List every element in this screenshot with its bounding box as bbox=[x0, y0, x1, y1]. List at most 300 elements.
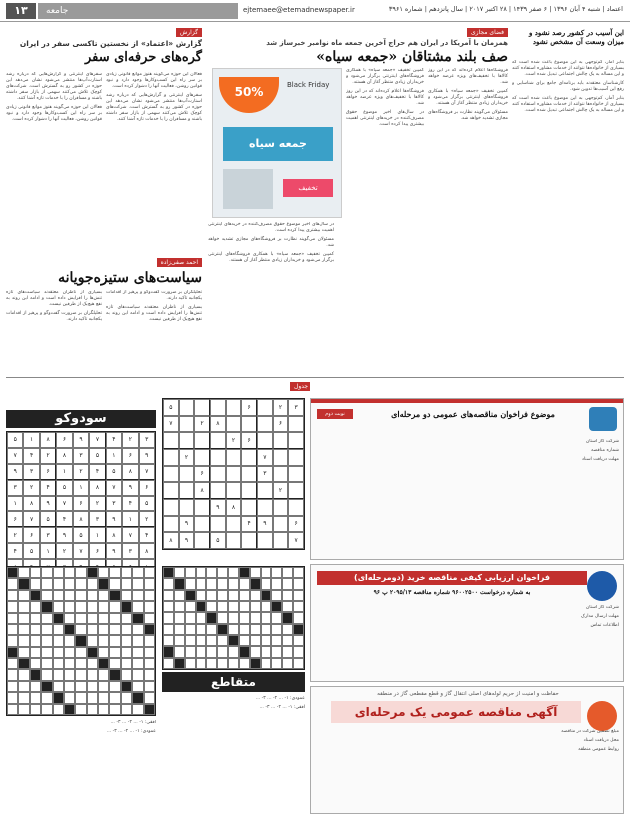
sudoku-cell: ۸ bbox=[194, 482, 210, 499]
sudoku-cell bbox=[179, 499, 195, 516]
sudoku-title: سودوکو bbox=[6, 410, 156, 428]
sudoku-cell: ۶ bbox=[56, 432, 72, 448]
sudoku-cell: ۶ bbox=[40, 464, 56, 480]
ad1-title: موضوع فراخوان مناقصه‌های عمومی دو مرحله‌ای bbox=[391, 409, 555, 419]
crossword-cell bbox=[53, 669, 64, 680]
crossword-cell bbox=[282, 646, 293, 657]
crossword-cell bbox=[98, 704, 109, 715]
crossword-cell bbox=[75, 567, 86, 578]
crossword-cell bbox=[64, 658, 75, 669]
sudoku-cell: ۱ bbox=[23, 432, 39, 448]
crossword-cell bbox=[53, 624, 64, 635]
crossword-cell bbox=[228, 612, 239, 623]
report-article bbox=[6, 28, 202, 65]
crossword-cell bbox=[7, 613, 18, 624]
tender-ad-2 bbox=[310, 564, 624, 682]
sudoku-cell: ۵ bbox=[163, 399, 179, 416]
crossword-cell bbox=[18, 658, 29, 669]
product-image bbox=[223, 169, 273, 209]
sudoku-cell bbox=[226, 466, 242, 483]
sudoku-cell bbox=[288, 449, 304, 466]
crossword-cell bbox=[271, 578, 282, 589]
sudoku-cell: ۸ bbox=[73, 511, 89, 527]
sudoku-cell bbox=[194, 532, 210, 549]
crossword-cell bbox=[41, 635, 52, 646]
crossword-cell bbox=[75, 613, 86, 624]
crossword-cell bbox=[196, 567, 207, 578]
crossword-cell bbox=[18, 613, 29, 624]
editorial-article bbox=[512, 28, 624, 46]
crossword-cell bbox=[271, 567, 282, 578]
politics-category: احمد صفی‌زاده bbox=[157, 258, 202, 267]
crossword-cell bbox=[64, 624, 75, 635]
crossword-cell bbox=[132, 567, 143, 578]
sudoku-cell: ۲ bbox=[122, 432, 138, 448]
crossword-cell bbox=[228, 624, 239, 635]
sudoku-cell bbox=[163, 499, 179, 516]
crossword-cell bbox=[109, 681, 120, 692]
crossword-cell bbox=[87, 692, 98, 703]
crossword-cell bbox=[228, 578, 239, 589]
report-category: گزارش bbox=[176, 28, 202, 37]
sudoku-cell bbox=[257, 499, 273, 516]
crossword-cell bbox=[98, 681, 109, 692]
black-friday-label: Black Friday bbox=[287, 81, 330, 89]
crossword-cell bbox=[282, 612, 293, 623]
sudoku-cell: ۶ bbox=[73, 496, 89, 512]
sudoku-cell: ۵ bbox=[23, 543, 39, 559]
sudoku-cell: ۸ bbox=[23, 496, 39, 512]
page-number: ۱۳ bbox=[6, 3, 36, 19]
sudoku-cell bbox=[194, 432, 210, 449]
sudoku-cell bbox=[241, 482, 257, 499]
sudoku-cell: ۶ bbox=[23, 527, 39, 543]
crossword-cell bbox=[185, 578, 196, 589]
crossword-cell bbox=[87, 658, 98, 669]
sudoku-cell: ۷ bbox=[122, 527, 138, 543]
crossword-cell bbox=[98, 601, 109, 612]
sudoku-cell: ۲ bbox=[226, 432, 242, 449]
crossword-cell bbox=[271, 624, 282, 635]
crossword-cell bbox=[293, 635, 304, 646]
crossword-cell bbox=[174, 658, 185, 669]
sudoku-cell: ۹ bbox=[106, 511, 122, 527]
sudoku-cell bbox=[226, 449, 242, 466]
crossword-cell bbox=[282, 635, 293, 646]
crossword-cell bbox=[30, 578, 41, 589]
crossword-cell bbox=[41, 692, 52, 703]
crossword-cell bbox=[217, 578, 228, 589]
ad3-subtitle: حفاظت و امنیت از حریم لوله‌های اصلی انتقال گاز و قطع مقطعی گاز در منطقه bbox=[377, 691, 559, 697]
section-tab: جامعه bbox=[38, 3, 238, 19]
crossword-cell bbox=[144, 613, 155, 624]
crossword-cell bbox=[239, 624, 250, 635]
crossword-cell bbox=[30, 647, 41, 658]
crossword-cell bbox=[41, 681, 52, 692]
crossword-cell bbox=[18, 647, 29, 658]
sudoku-cell bbox=[226, 516, 242, 533]
crossword-cell bbox=[196, 612, 207, 623]
crossword-cell bbox=[109, 567, 120, 578]
crossword-cell bbox=[174, 567, 185, 578]
crossword-cell bbox=[144, 692, 155, 703]
crossword-cell bbox=[144, 578, 155, 589]
crossword-cell bbox=[132, 613, 143, 624]
crossword-cell bbox=[206, 612, 217, 623]
crossword-cell bbox=[239, 646, 250, 657]
crossword-cell bbox=[132, 635, 143, 646]
tender-ad-1 bbox=[310, 398, 624, 560]
sudoku-cell bbox=[194, 516, 210, 533]
sudoku-cell: ۶ bbox=[273, 416, 289, 433]
crossword-cell bbox=[7, 624, 18, 635]
sudoku-cell: ۹ bbox=[257, 516, 273, 533]
sudoku-cell bbox=[210, 516, 226, 533]
crossword-cell bbox=[121, 578, 132, 589]
sudoku-cell bbox=[241, 449, 257, 466]
crossword-cell bbox=[64, 669, 75, 680]
shopping-headline: صف بلند مشتاقان «جمعه سیاه» bbox=[316, 49, 508, 65]
crossword-cell bbox=[217, 624, 228, 635]
crossword-cell bbox=[121, 681, 132, 692]
crossword-cell bbox=[64, 692, 75, 703]
politics-body-col2: تحلیلگران بر ضرورت گفت‌وگو و پرهیز از اقدامات یکجانبه تاکید دارند. بسیاری از ناظران معتقدند سیاست‌های تازه تنش‌ها را افزایش داده است و ادامه این روند به نفع هیچ‌یک از طرفین نیست. bbox=[106, 290, 202, 322]
crossword-cell bbox=[30, 613, 41, 624]
sudoku-cell: ۹ bbox=[179, 516, 195, 533]
crossword-cell bbox=[109, 635, 120, 646]
crossword-cell bbox=[250, 612, 261, 623]
crossword-cell bbox=[121, 658, 132, 669]
sudoku-cell: ۷ bbox=[163, 416, 179, 433]
politics-headline: سیاست‌های ستیزه‌جویانه bbox=[58, 270, 202, 286]
sudoku-cell: ۲ bbox=[273, 399, 289, 416]
ad3-title: آگهی مناقصه عمومی یک مرحله‌ای bbox=[331, 701, 581, 723]
crossword-cell bbox=[75, 704, 86, 715]
crossword-cell bbox=[185, 646, 196, 657]
tender-ad-3 bbox=[310, 686, 624, 814]
crossword-cell bbox=[30, 601, 41, 612]
crossword-cell bbox=[7, 635, 18, 646]
sudoku-cell: ۴ bbox=[241, 516, 257, 533]
crossword-cell bbox=[293, 578, 304, 589]
crossword-cell bbox=[271, 590, 282, 601]
crossword-cell bbox=[98, 658, 109, 669]
discount-badge: 50% bbox=[219, 77, 279, 113]
sudoku-cell: ۵ bbox=[139, 496, 155, 512]
sudoku-cell: ۵ bbox=[89, 448, 105, 464]
crossword-cell bbox=[121, 613, 132, 624]
crossword-cell bbox=[293, 624, 304, 635]
crossword-cell bbox=[53, 692, 64, 703]
sudoku-cell: ۹ bbox=[73, 432, 89, 448]
shopping-body-col2: فروشگاه‌ها اعلام کرده‌اند که در این روز کالاها با تخفیف‌های ویژه عرضه خواهد شد. کمپین تخفیف «جمعه سیاه» با همکاری فروشگاه‌های اینترنتی برگزار می‌شود و خریداران زیادی منتظر آغاز آن هستند. مسئولان می‌گویند نظارت بر فروشگاه‌های مجازی تشدید خواهد شد. bbox=[428, 68, 508, 121]
crossword-cell bbox=[196, 601, 207, 612]
crossword-puzzle-grid bbox=[162, 566, 305, 670]
sudoku-cell: ۴ bbox=[40, 480, 56, 496]
sudoku-cell: ۴ bbox=[23, 448, 39, 464]
page-header bbox=[0, 0, 630, 22]
crossword-cell bbox=[217, 635, 228, 646]
crossword-cell bbox=[217, 612, 228, 623]
crossword-cell bbox=[144, 704, 155, 715]
crossword-cell bbox=[41, 613, 52, 624]
crossword-cell bbox=[87, 647, 98, 658]
crossword-cell bbox=[163, 635, 174, 646]
sudoku-cell: ۷ bbox=[73, 543, 89, 559]
crossword-cell bbox=[144, 669, 155, 680]
ad3-body: مبلغ تضمین شرکت در مناقصه محل دریافت اسناد روابط عمومی منطقه bbox=[561, 729, 619, 752]
crossword-cell bbox=[64, 578, 75, 589]
sudoku-cell: ۱ bbox=[122, 511, 138, 527]
sudoku-cell: ۵ bbox=[56, 480, 72, 496]
crossword-cell bbox=[53, 704, 64, 715]
crossword-cell bbox=[293, 567, 304, 578]
crossword-cell bbox=[87, 601, 98, 612]
sudoku-cell bbox=[163, 466, 179, 483]
sudoku-cell bbox=[288, 416, 304, 433]
crossword-cell bbox=[41, 647, 52, 658]
shopping-article bbox=[208, 28, 508, 65]
crossword-cell bbox=[250, 567, 261, 578]
crossword-cell bbox=[217, 601, 228, 612]
crossword-cell bbox=[261, 646, 272, 657]
ad1-badge: نوبت دوم bbox=[317, 409, 353, 419]
sudoku-cell bbox=[163, 482, 179, 499]
crossword-cell bbox=[109, 692, 120, 703]
sudoku-cell: ۳ bbox=[122, 543, 138, 559]
crossword-cell bbox=[185, 635, 196, 646]
crossword-cell bbox=[41, 669, 52, 680]
sudoku-cell bbox=[226, 416, 242, 433]
sudoku-cell: ۳ bbox=[257, 466, 273, 483]
crossword-cell bbox=[53, 601, 64, 612]
crossword-cell bbox=[64, 567, 75, 578]
crossword-cell bbox=[121, 692, 132, 703]
sudoku-cell: ۷ bbox=[288, 532, 304, 549]
sudoku-cell bbox=[163, 449, 179, 466]
crossword-cell bbox=[41, 590, 52, 601]
crossword-cell bbox=[185, 601, 196, 612]
crossword-cell bbox=[87, 635, 98, 646]
crossword-cell bbox=[18, 669, 29, 680]
sudoku-cell bbox=[257, 416, 273, 433]
crossword-cell bbox=[293, 658, 304, 669]
gas-company-logo bbox=[589, 407, 617, 431]
sudoku-cell: ۸ bbox=[163, 532, 179, 549]
sudoku-cell: ۶ bbox=[194, 466, 210, 483]
crossword-cell bbox=[53, 647, 64, 658]
crossword-cell bbox=[228, 567, 239, 578]
sudoku-cell: ۴ bbox=[7, 543, 23, 559]
crossword-cell bbox=[206, 635, 217, 646]
crossword-cell bbox=[18, 635, 29, 646]
crossword-cell bbox=[185, 590, 196, 601]
sudoku-cell bbox=[210, 482, 226, 499]
sudoku-cell bbox=[179, 416, 195, 433]
crossword-cell bbox=[282, 578, 293, 589]
sudoku-cell bbox=[210, 399, 226, 416]
crossword-cell bbox=[144, 567, 155, 578]
crossword-cell bbox=[18, 578, 29, 589]
crossword-cell bbox=[174, 635, 185, 646]
crossword-cell bbox=[271, 612, 282, 623]
sudoku-cell: ۱ bbox=[73, 480, 89, 496]
sudoku-cell: ۱ bbox=[56, 464, 72, 480]
crossword-cell bbox=[87, 704, 98, 715]
crossword-cell bbox=[144, 624, 155, 635]
sudoku-cell: ۴ bbox=[139, 527, 155, 543]
crossword-cell bbox=[64, 681, 75, 692]
crossword-cell bbox=[271, 601, 282, 612]
crossword-cell bbox=[121, 601, 132, 612]
crossword-cell bbox=[250, 590, 261, 601]
crossword-cell bbox=[271, 646, 282, 657]
sudoku-cell: ۷ bbox=[56, 496, 72, 512]
puzzle-label: جدول bbox=[290, 382, 310, 391]
sudoku-cell: ۶ bbox=[241, 399, 257, 416]
sudoku-cell: ۸ bbox=[122, 464, 138, 480]
sudoku-cell: ۳ bbox=[106, 496, 122, 512]
crossword-cell bbox=[87, 624, 98, 635]
crossword-cell bbox=[261, 601, 272, 612]
crossword-cell bbox=[228, 635, 239, 646]
sudoku-cell bbox=[273, 466, 289, 483]
crossword-cell bbox=[109, 647, 120, 658]
crossword-cell bbox=[121, 669, 132, 680]
crossword-cell bbox=[185, 658, 196, 669]
sudoku-cell: ۵ bbox=[106, 464, 122, 480]
sudoku-cell: ۲ bbox=[139, 511, 155, 527]
crossword-cell bbox=[30, 624, 41, 635]
sudoku-cell: ۴ bbox=[106, 432, 122, 448]
sudoku-cell bbox=[273, 449, 289, 466]
crossword-cell bbox=[132, 669, 143, 680]
report-headline: گره‌های حرفه‌ای سفر bbox=[84, 50, 202, 65]
crossword-cell bbox=[18, 624, 29, 635]
crossword-cell bbox=[87, 590, 98, 601]
crossword-cell bbox=[18, 704, 29, 715]
crossword-cell bbox=[121, 704, 132, 715]
crossword-cell bbox=[271, 658, 282, 669]
sudoku-cell: ۸ bbox=[226, 499, 242, 516]
crossword-cell bbox=[132, 601, 143, 612]
crossword-cell bbox=[75, 590, 86, 601]
crossword-cell bbox=[121, 590, 132, 601]
sudoku-cell bbox=[226, 532, 242, 549]
shopping-kicker: همزمان با آمریکا در ایران هم حراج آخرین جمعه ماه نوامبر خبرساز شد bbox=[266, 39, 508, 47]
sudoku-cell bbox=[288, 466, 304, 483]
sudoku-cell: ۸ bbox=[40, 432, 56, 448]
crossword-solution-grid bbox=[6, 566, 156, 716]
sudoku-puzzle-grid bbox=[162, 398, 305, 550]
crossword-cell bbox=[109, 578, 120, 589]
crossword-cell bbox=[98, 624, 109, 635]
crossword-cell bbox=[64, 635, 75, 646]
sudoku-cell bbox=[273, 532, 289, 549]
sudoku-cell: ۸ bbox=[210, 416, 226, 433]
sudoku-cell bbox=[179, 399, 195, 416]
sudoku-cell: ۷ bbox=[23, 511, 39, 527]
crossword-cell bbox=[75, 658, 86, 669]
sudoku-cell: ۳ bbox=[7, 480, 23, 496]
crossword-cell bbox=[75, 601, 86, 612]
sudoku-cell: ۳ bbox=[40, 527, 56, 543]
crossword-cell bbox=[163, 658, 174, 669]
crossword-cell bbox=[132, 578, 143, 589]
sudoku-cell bbox=[241, 416, 257, 433]
crossword-cell bbox=[53, 613, 64, 624]
sudoku-cell: ۲ bbox=[179, 449, 195, 466]
crossword-cell bbox=[121, 647, 132, 658]
report-body-col2: فعالان این حوزه می‌گویند هنوز موانع قانونی زیادی بر سر راه این کسب‌وکارها وجود دارد و نبود قوانین روشن، فعالیت آنها را دشوار کرده است. سفرهای اینترنتی و گزارش‌هایی که درباره رشد استارت‌آپ‌ها منتشر می‌شود نشان می‌دهد این حوزه در کشور رو به گسترش است. شرکت‌های کوچک تلاش می‌کنند سهمی از بازار سفر داشته باشند و مسافران را با خدمات تازه آشنا کنند. bbox=[106, 72, 202, 122]
crossword-cell bbox=[121, 567, 132, 578]
sudoku-cell: ۵ bbox=[7, 432, 23, 448]
shopping-body-col1: کمپین تخفیف «جمعه سیاه» با همکاری فروشگاه‌های اینترنتی برگزار می‌شود و خریداران زیادی منتظر آغاز آن هستند. فروشگاه‌ها اعلام کرده‌اند که در این روز کالاها با تخفیف‌های ویژه عرضه خواهد شد. در سال‌های اخیر موضوع حقوق مصرف‌کننده در خریدهای اینترنتی اهمیت بیشتری پیدا کرده است. bbox=[346, 68, 424, 127]
crossword-cell bbox=[163, 601, 174, 612]
crossword-cell bbox=[228, 601, 239, 612]
crossword-cell bbox=[228, 646, 239, 657]
sudoku-cell: ۴ bbox=[122, 496, 138, 512]
crossword-cell bbox=[53, 590, 64, 601]
sudoku-cell bbox=[163, 432, 179, 449]
crossword-cell bbox=[174, 590, 185, 601]
crossword-cell bbox=[75, 692, 86, 703]
crossword-cell bbox=[261, 658, 272, 669]
sudoku-cell: ۹ bbox=[179, 532, 195, 549]
sudoku-cell bbox=[273, 499, 289, 516]
crossword-cell bbox=[75, 647, 86, 658]
crossword-cell bbox=[41, 624, 52, 635]
ad2-body: شرکت گاز استان مهلت ارسال مدارک اطلاعات تماس bbox=[580, 605, 619, 628]
crossword-cell bbox=[228, 590, 239, 601]
sudoku-cell: ۹ bbox=[210, 499, 226, 516]
ad2-title: فراخوان ارزیابی کیفی مناقصه خرید (دومرحله‌ای) bbox=[317, 571, 587, 585]
sudoku-cell: ۹ bbox=[7, 464, 23, 480]
crossword-cell bbox=[282, 567, 293, 578]
sudoku-cell: ۵ bbox=[210, 532, 226, 549]
sudoku-cell bbox=[288, 432, 304, 449]
sudoku-cell bbox=[288, 499, 304, 516]
crossword-cell bbox=[206, 601, 217, 612]
sudoku-cell bbox=[257, 432, 273, 449]
crossword-cell bbox=[18, 681, 29, 692]
middle-body: در سال‌های اخیر موضوع حقوق مصرف‌کننده در خریدهای اینترنتی اهمیت بیشتری پیدا کرده است. مسئولان می‌گویند نظارت بر فروشگاه‌های مجازی تشدید خواهد شد. کمپین تخفیف «جمعه سیاه» با همکاری فروشگاه‌های اینترنتی برگزار می‌شود و خریداران زیادی منتظر آغاز آن هستند. bbox=[208, 222, 334, 263]
sudoku-cell: ۴ bbox=[56, 511, 72, 527]
crossword-cell bbox=[217, 567, 228, 578]
crossword-cell bbox=[132, 658, 143, 669]
sudoku-cell: ۸ bbox=[56, 448, 72, 464]
jomeh-siah-banner: جمعه سیاه bbox=[223, 127, 333, 161]
sudoku-cell: ۸ bbox=[106, 527, 122, 543]
crossword-cell bbox=[30, 704, 41, 715]
crossword-cell bbox=[98, 669, 109, 680]
crossword-cell bbox=[261, 578, 272, 589]
crossword-cell bbox=[250, 601, 261, 612]
crossword-cell bbox=[132, 590, 143, 601]
crossword-cell bbox=[228, 658, 239, 669]
gas-logo-3 bbox=[587, 701, 617, 731]
sudoku-cell: ۷ bbox=[257, 449, 273, 466]
editorial-headline: این آسیب در کشور رصد نشود و میزان وسعت آن مشخص نشود bbox=[528, 28, 624, 46]
crossword-cell bbox=[163, 590, 174, 601]
crossword-cell bbox=[121, 624, 132, 635]
sudoku-cell: ۲ bbox=[89, 496, 105, 512]
sudoku-cell: ۱ bbox=[106, 448, 122, 464]
crossword-cell bbox=[7, 658, 18, 669]
sudoku-cell: ۳ bbox=[23, 464, 39, 480]
sudoku-cell bbox=[288, 482, 304, 499]
crossword-cell bbox=[196, 646, 207, 657]
